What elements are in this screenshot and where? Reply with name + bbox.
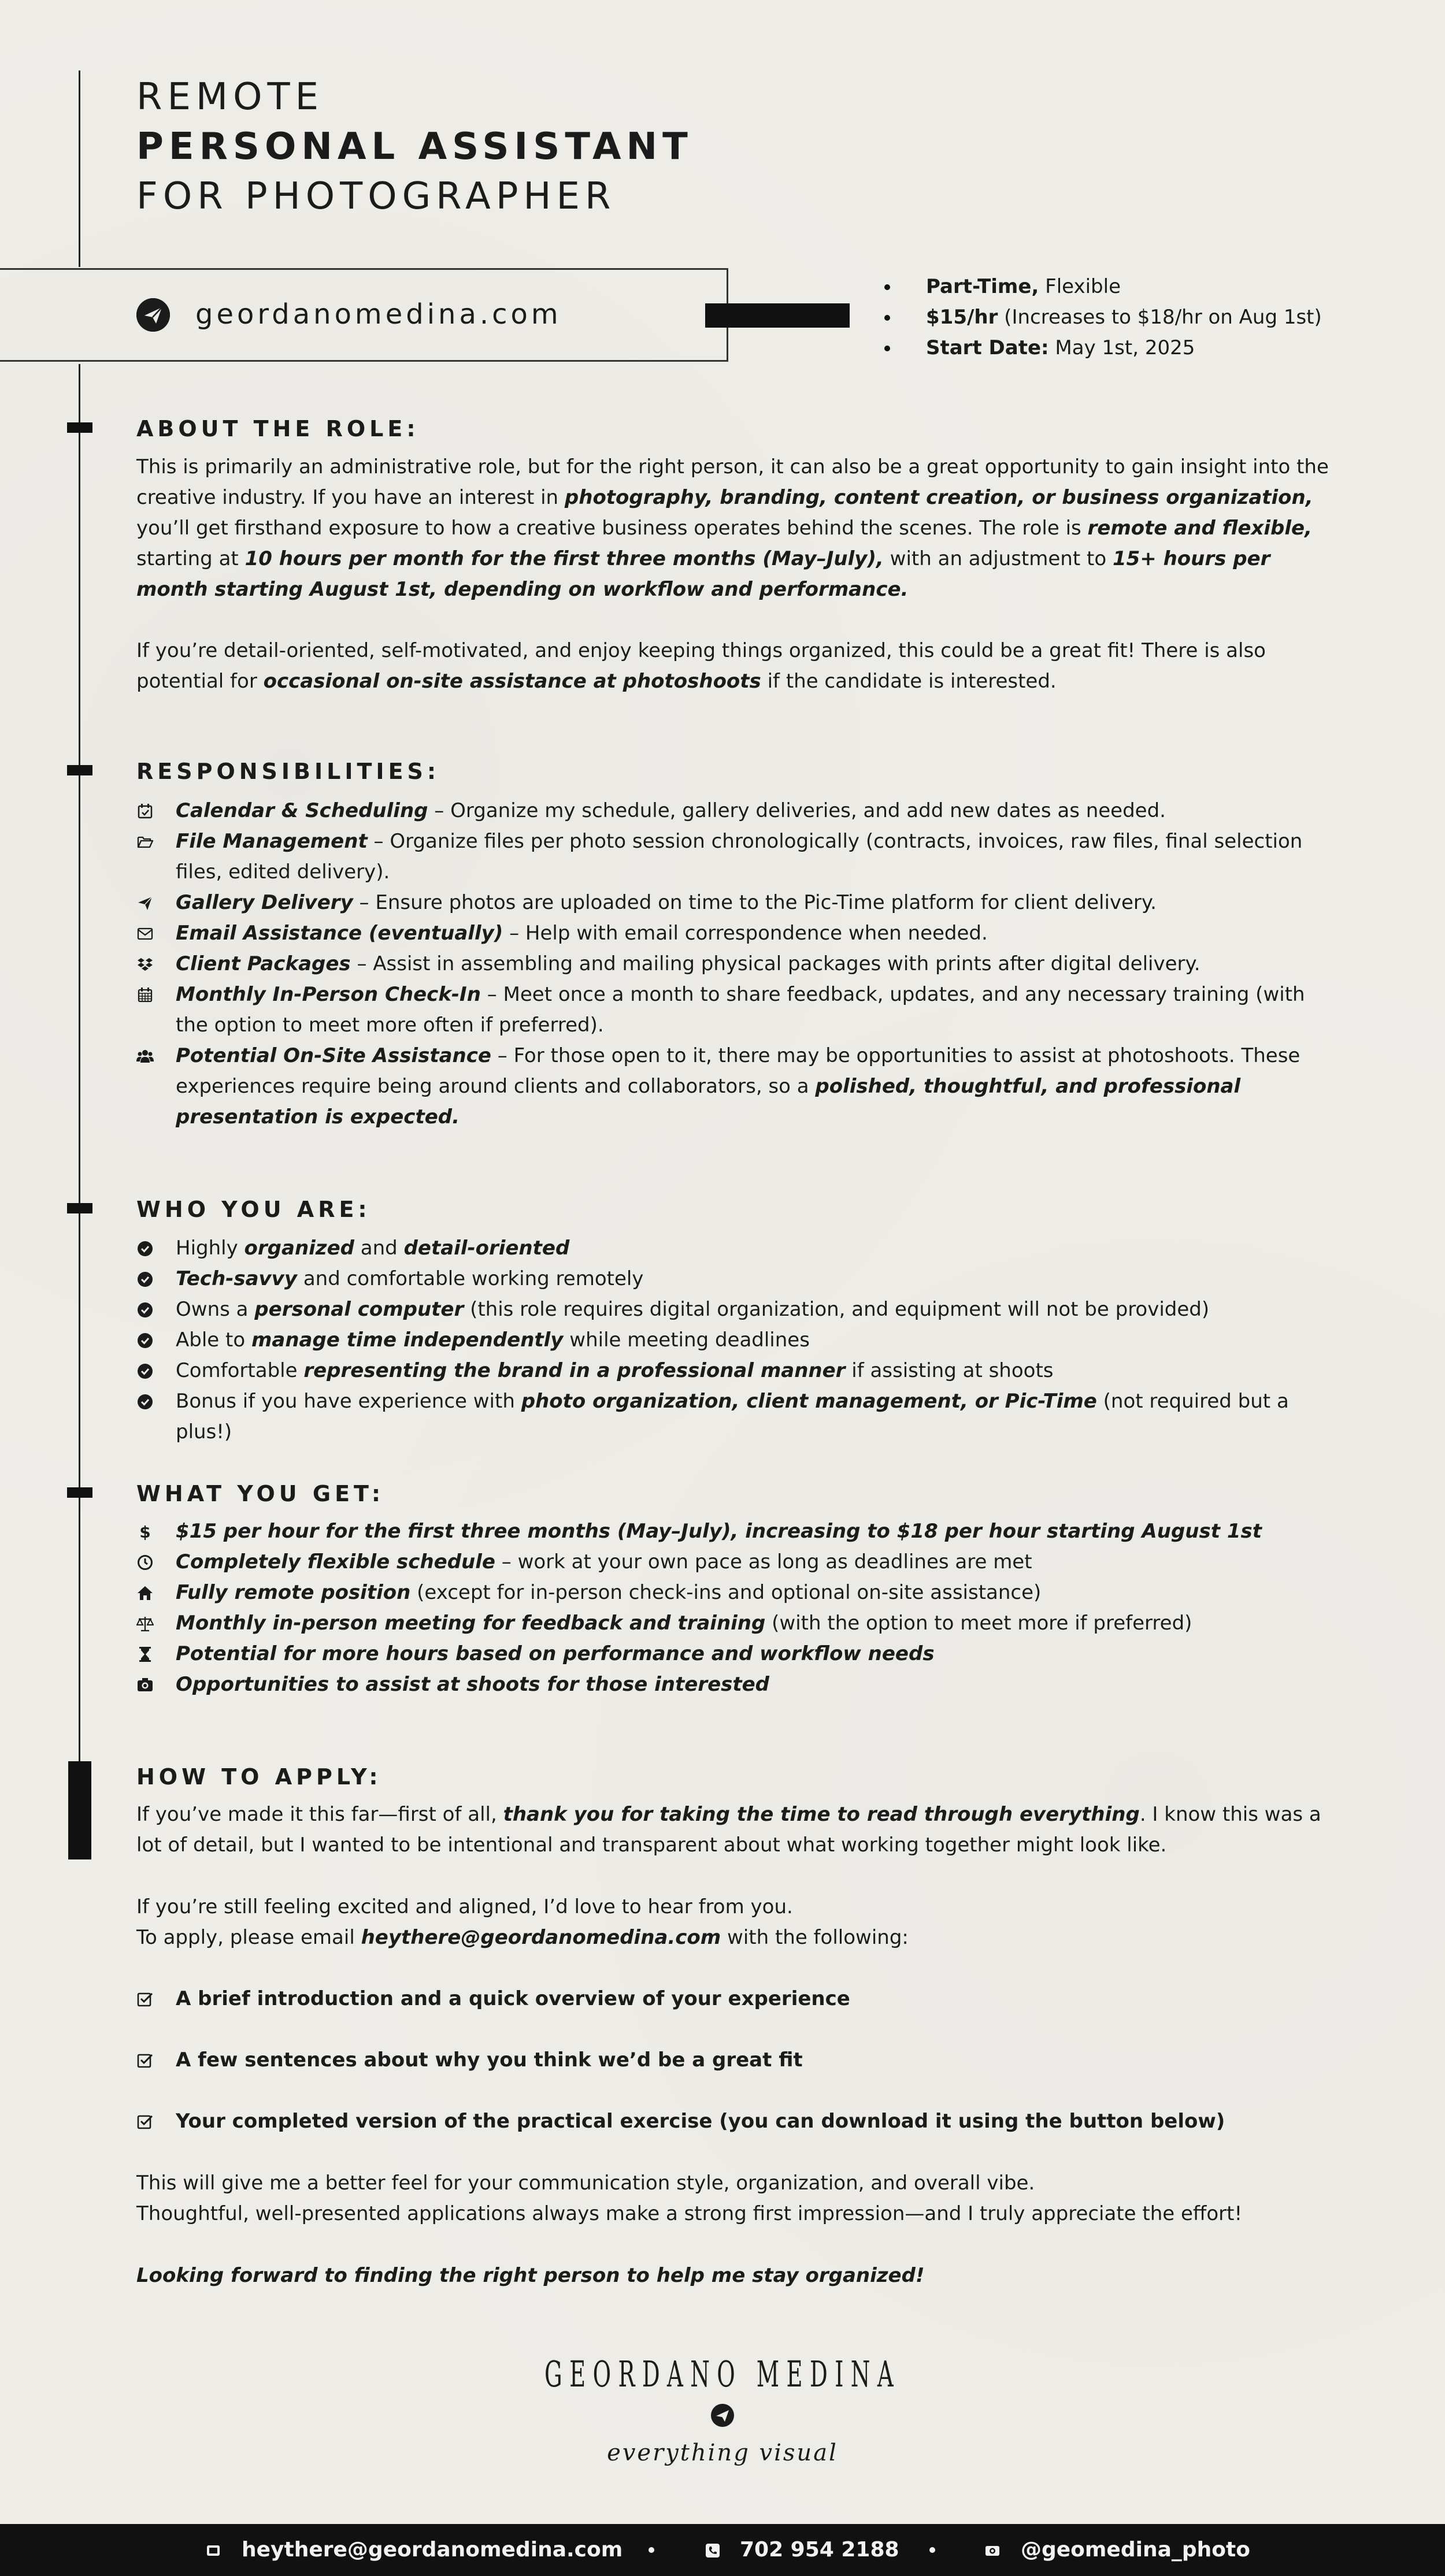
logo-name: GEORDANO MEDINA — [544, 2353, 901, 2395]
job-detail-value: Flexible — [1039, 275, 1121, 298]
spacer — [136, 2076, 1339, 2106]
list-item — [136, 1233, 1339, 1264]
section-marker-large — [68, 1761, 91, 1859]
list-item — [136, 1608, 1339, 1639]
decorative-bar — [705, 303, 850, 328]
section-marker — [67, 1487, 92, 1498]
list-item — [136, 1041, 1339, 1133]
list-item — [136, 2106, 1339, 2137]
text-run: Owns a — [176, 1298, 255, 1321]
text-run: you’ll get firsthand exposure to how a creative business operates behind the scenes. The role is — [136, 517, 1088, 540]
emphasis-text: detail-oriented — [403, 1237, 570, 1260]
users-icon — [136, 1048, 154, 1065]
text-run: and comfortable working remotely — [297, 1267, 644, 1290]
item-lead: Email Assistance (eventually) — [176, 922, 503, 945]
about-paragraph-1 — [136, 452, 1334, 605]
check-circle-icon — [136, 1240, 154, 1257]
balance-scale-icon — [136, 1615, 154, 1632]
check-circle-icon — [136, 1271, 154, 1288]
text-run: with an adjustment to — [883, 547, 1113, 570]
emphasis-text: polished, thoughtful, and professional presentation is expected. — [176, 1075, 1241, 1129]
envelope-icon — [206, 2543, 221, 2558]
check-square-icon — [136, 2113, 154, 2130]
check-circle-icon — [136, 1301, 154, 1319]
camera-icon — [985, 2543, 1000, 2558]
responsibilities-heading: RESPONSIBILITIES: — [136, 759, 440, 784]
job-detail-item — [884, 302, 1322, 333]
emphasis-text: organized — [244, 1237, 354, 1260]
paper-plane-icon — [136, 894, 154, 912]
text-run: To apply, please email — [136, 1926, 361, 1949]
timeline-line-main — [79, 364, 80, 1783]
emphasis-text: representing the brand in a professional manner — [303, 1359, 846, 1382]
list-item — [136, 1547, 1339, 1577]
job-detail-item — [884, 272, 1322, 302]
list-item — [136, 1294, 1339, 1325]
emphasis-text: $15 per hour for the first three months (May–July), increasing to $18 per hour starting August 1st — [176, 1520, 1262, 1543]
checklist-text: A brief introduction and a quick overview of your experience — [176, 1987, 850, 2010]
clock-icon — [136, 1554, 154, 1571]
footer-instagram[interactable]: @geomedina_photo — [1021, 2538, 1250, 2562]
camera-icon — [136, 1676, 154, 1694]
list-item — [136, 1639, 1339, 1669]
item-text: – Meet once a month to share feedback, updates, and any necessary training (with the option to meet more often if preferred). — [176, 983, 1305, 1037]
who-list — [136, 1233, 1339, 1447]
text-run: starting at — [136, 547, 245, 570]
emphasis-text: Opportunities to assist at shoots for those interested — [176, 1673, 770, 1696]
title-line-2: PERSONAL ASSISTANT — [136, 125, 693, 168]
emphasis-text: 10 hours per month for the first three months (May–July), — [244, 547, 884, 570]
text-run: Highly — [176, 1237, 244, 1260]
home-icon — [136, 1584, 154, 1602]
get-heading: WHAT YOU GET: — [136, 1481, 385, 1506]
title-line-1: REMOTE — [136, 76, 324, 118]
emphasis-text: occasional on-site assistance at photoshoots — [263, 670, 761, 693]
check-square-icon — [136, 2052, 154, 2069]
svg-text:$: $ — [139, 1523, 151, 1541]
footer-email[interactable]: heythere@geordanomedina.com — [242, 2538, 623, 2562]
text-run: if the candidate is interested. — [761, 670, 1057, 693]
text-run: Able to — [176, 1328, 251, 1352]
emphasis-text: thank you for taking the time to read through everything — [503, 1803, 1140, 1826]
calendar-check-icon — [136, 803, 154, 820]
emphasis-text: heythere@geordanomedina.com — [361, 1926, 721, 1949]
list-item — [136, 1516, 1339, 1547]
website-link[interactable]: geordanomedina.com — [195, 298, 562, 331]
text-run: – For those open to it, there may be opportunities to assist at photoshoots. These experiences require being around clients and collaborators, so a — [176, 1044, 1300, 1098]
item-text: – Organize files per photo session chronologically (contracts, invoices, raw files, final selection files, edited delivery). — [176, 830, 1303, 884]
apply-paragraph-3 — [136, 1922, 1334, 1953]
item-lead: Calendar & Scheduling — [176, 799, 428, 822]
job-detail-value: May 1st, 2025 — [1048, 336, 1195, 359]
closing-line: Looking forward to finding the right person to help me stay organized! — [136, 2264, 925, 2287]
text-run: Bonus if you have experience with — [176, 1390, 521, 1413]
emphasis-text: Completely flexible schedule — [176, 1550, 495, 1573]
text-run: – work at your own pace as long as deadlines are met — [495, 1550, 1032, 1573]
checklist-text: A few sentences about why you think we’d be a great fit — [176, 2048, 803, 2072]
emphasis-text: Tech-savvy — [176, 1267, 298, 1290]
list-item — [136, 1356, 1339, 1386]
separator-dot — [929, 2547, 935, 2553]
list-item — [136, 918, 1339, 949]
list-item — [136, 826, 1339, 888]
envelope-icon — [136, 925, 154, 942]
section-marker — [67, 765, 92, 775]
emphasis-text: Potential On-Site Assistance — [176, 1044, 491, 1067]
text-run: with the following: — [721, 1926, 909, 1949]
folder-open-icon — [136, 833, 154, 851]
apply-paragraph-5: Thoughtful, well-presented applications always make a strong first impression—and I truly appreciate the effort! — [136, 2202, 1243, 2225]
job-detail-label: $15/hr — [926, 306, 998, 329]
text-run: (except for in-person check-ins and optional on-site assistance) — [410, 1581, 1042, 1604]
job-detail-value: (Increases to $18/hr on Aug 1st) — [998, 306, 1322, 329]
about-heading: ABOUT THE ROLE: — [136, 416, 420, 441]
list-item — [136, 1325, 1339, 1356]
logo-plane-icon — [711, 2404, 734, 2427]
check-circle-icon — [136, 1393, 154, 1411]
apply-paragraph-2: If you’re still feeling excited and aligned, I’d love to hear from you. — [136, 1895, 793, 1918]
hourglass-icon — [136, 1646, 154, 1663]
emphasis-text: personal computer — [254, 1298, 464, 1321]
text-run: while meeting deadlines — [563, 1328, 810, 1352]
footer-phone[interactable]: 702 954 2188 — [740, 2538, 899, 2562]
apply-paragraph-4: This will give me a better feel for your communication style, organization, and overall vibe. — [136, 2172, 1035, 2195]
text-run: If you’ve made it this far—first of all, — [136, 1803, 503, 1826]
title-line-3: FOR PHOTOGRAPHER — [136, 175, 616, 218]
apply-paragraph-1 — [136, 1799, 1334, 1861]
text-run: This is primarily an administrative role, but for the right person, it can also be a great opportunity to gain insight into the creative industry. If you have an interest in — [136, 455, 1329, 509]
text-run: (not required but a plus!) — [176, 1390, 1289, 1443]
emphasis-text: Fully remote position — [176, 1581, 411, 1604]
timeline-line-top — [79, 70, 80, 267]
list-item — [136, 1386, 1339, 1447]
spacer — [136, 2014, 1339, 2045]
item-text: – Ensure photos are uploaded on time to the Pic-Time platform for client delivery. — [353, 891, 1157, 914]
job-detail-label: Start Date: — [926, 336, 1049, 359]
separator-dot — [649, 2547, 654, 2553]
about-paragraph-2 — [136, 636, 1334, 697]
apply-checklist — [136, 1984, 1339, 2137]
item-lead: Monthly In-Person Check-In — [176, 983, 481, 1006]
section-marker — [67, 422, 92, 433]
emphasis-text: Potential for more hours based on performance and workflow needs — [176, 1642, 935, 1665]
emphasis-text: 15+ hours per month starting August 1st, depending on workflow and performance. — [136, 547, 1270, 601]
job-details-list — [884, 272, 1322, 363]
list-item — [136, 1669, 1339, 1700]
emphasis-text: Monthly in-person meeting for feedback and training — [176, 1612, 766, 1635]
text-run: Comfortable — [176, 1359, 304, 1382]
list-item — [136, 979, 1339, 1041]
text-run: and — [354, 1237, 404, 1260]
item-text: – Help with email correspondence when needed. — [503, 922, 988, 945]
list-item — [136, 888, 1339, 918]
footer-bar — [0, 2524, 1445, 2576]
emphasis-text: manage time independently — [251, 1328, 564, 1352]
item-text: – Organize my schedule, gallery deliveries, and add new dates as needed. — [428, 799, 1166, 822]
text-run: (with the option to meet more if preferred) — [765, 1612, 1192, 1635]
paper-plane-icon — [136, 298, 170, 332]
emphasis-text: photography, branding, content creation, or business organization, — [564, 486, 1313, 509]
item-lead: Client Packages — [176, 952, 351, 975]
item-lead: File Management — [176, 830, 368, 853]
item-lead: Gallery Delivery — [176, 891, 353, 914]
list-item — [136, 1984, 1339, 2014]
job-detail-item — [884, 333, 1322, 363]
dropbox-icon — [136, 956, 154, 973]
who-heading: WHO YOU ARE: — [136, 1197, 371, 1222]
check-circle-icon — [136, 1332, 154, 1349]
text-run: if assisting at shoots — [845, 1359, 1054, 1382]
item-text: – Assist in assembling and mailing physical packages with prints after digital delivery. — [350, 952, 1201, 975]
list-item — [136, 2045, 1339, 2076]
list-item — [136, 949, 1339, 979]
text-run: . I know this was a lot of detail, but I wanted to be intentional and transparent about what working together might look like. — [136, 1803, 1321, 1857]
emphasis-text: remote and flexible, — [1087, 517, 1312, 540]
dollar-icon — [136, 1523, 154, 1541]
text-run: If you’re detail-oriented, self-motivated, and enjoy keeping things organized, this could be a great fit! There is also potential for — [136, 639, 1266, 693]
job-detail-label: Part-Time, — [926, 275, 1039, 298]
checklist-text: Your completed version of the practical exercise (you can download it using the button below) — [176, 2110, 1225, 2133]
logo-tagline: everything visual — [607, 2440, 838, 2466]
section-marker — [67, 1203, 92, 1213]
calendar-grid-icon — [136, 986, 154, 1004]
get-list — [136, 1516, 1339, 1700]
text-run: (this role requires digital organization, and equipment will not be provided) — [464, 1298, 1210, 1321]
check-circle-icon — [136, 1363, 154, 1380]
list-item — [136, 1264, 1339, 1294]
list-item — [136, 796, 1339, 826]
list-item — [136, 1577, 1339, 1608]
phone-icon — [705, 2543, 720, 2558]
check-square-icon — [136, 1991, 154, 2008]
emphasis-text: photo organization, client management, or Pic-Time — [521, 1390, 1097, 1413]
apply-heading: HOW TO APPLY: — [136, 1764, 382, 1790]
responsibilities-list — [136, 796, 1339, 1133]
